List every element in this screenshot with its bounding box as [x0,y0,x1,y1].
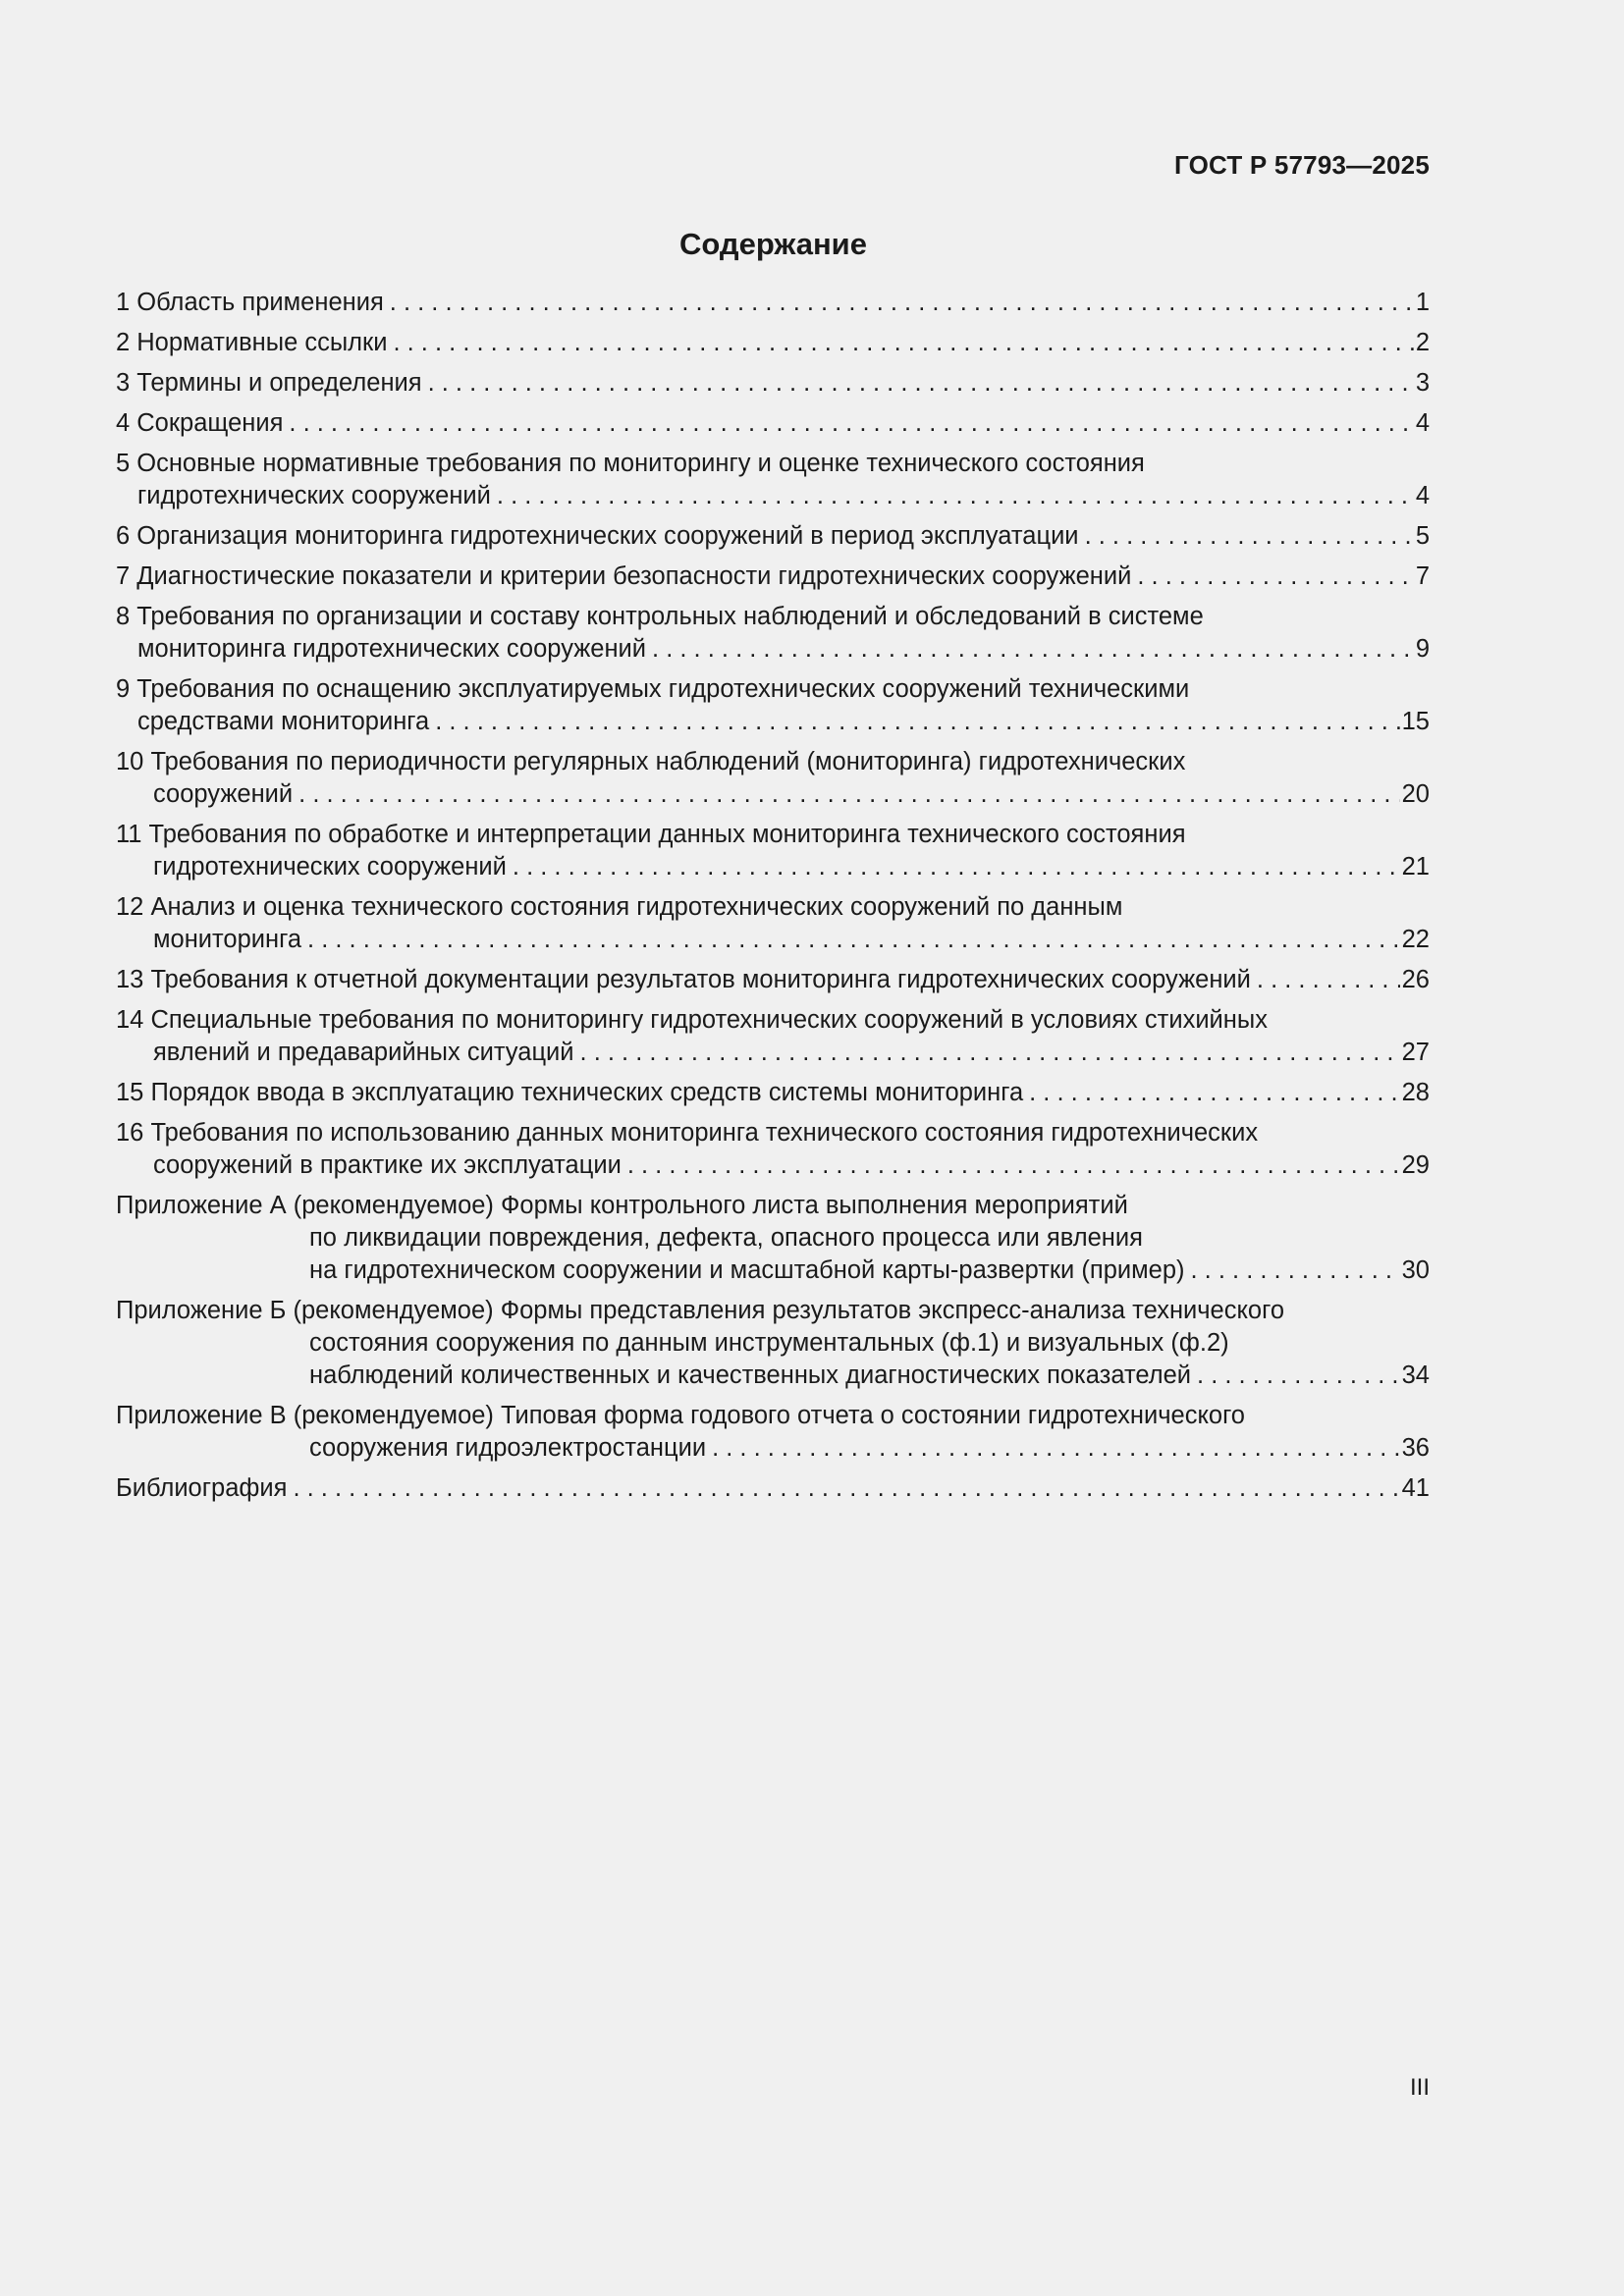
toc-entry-text: сооружения гидроэлектростанции [309,1434,707,1462]
toc-entry[interactable] [116,1472,1430,1505]
toc-entry-text: наблюдений количественных и качественных диагностических показателей [309,1362,1192,1389]
dot-leader [1085,520,1414,553]
toc-page-number: 26 [1401,966,1430,993]
toc-page-number: 2 [1415,329,1430,356]
toc-entry-text: 5 Основные нормативные требования по мониторингу и оценке технического состояния [116,450,1145,477]
table-of-contents [116,287,1430,1513]
toc-entry-text: явлений и предаварийных ситуаций [153,1039,574,1066]
toc-entry-text: 9 Требования по оснащению эксплуатируемых гидротехнических сооружений техническими [116,675,1190,703]
toc-entry[interactable] [116,407,1430,440]
toc-entry-text: Приложение Б (рекомендуемое) Формы представления результатов экспресс-анализа технического [116,1297,1285,1324]
dot-leader [712,1432,1400,1465]
toc-entry-text: сооружений в практике их эксплуатации [153,1151,622,1179]
toc-entry[interactable] [116,1190,1430,1287]
toc-page-number: 3 [1415,369,1430,397]
toc-entry-text: 13 Требования к отчетной документации результатов мониторинга гидротехнических сооружений [116,966,1251,993]
dot-leader [1137,561,1413,593]
toc-entry[interactable] [116,1295,1430,1392]
toc-page-number: 20 [1401,780,1430,808]
toc-page-number: 28 [1401,1079,1430,1106]
toc-entry-text: Библиография [116,1474,288,1502]
toc-title: Содержание [679,227,867,261]
toc-entry[interactable] [116,1004,1430,1069]
toc-entry-text: гидротехнических сооружений [153,853,507,881]
dot-leader [428,367,1414,400]
dot-leader [289,407,1413,440]
dot-leader [390,287,1414,319]
toc-page-number: 7 [1415,562,1430,590]
toc-page-number: 36 [1401,1434,1430,1462]
toc-entry[interactable] [116,561,1430,593]
toc-entry-text: состояния сооружения по данным инструментальных (ф.1) и визуальных (ф.2) [309,1329,1229,1357]
toc-entry[interactable] [116,819,1430,883]
toc-entry-text: по ликвидации повреждения, дефекта, опасного процесса или явления [309,1224,1143,1252]
dot-leader [393,327,1413,359]
toc-entry[interactable] [116,287,1430,319]
toc-entry-text: мониторинга [153,926,302,953]
toc-entry-text: 16 Требования по использованию данных мониторинга технического состояния гидротехнических [116,1119,1259,1147]
toc-entry-text: средствами мониторинга [137,708,430,735]
dot-leader [435,706,1399,738]
toc-entry[interactable] [116,746,1430,811]
page-number: III [1409,2074,1430,2101]
toc-page-number: 30 [1401,1256,1430,1284]
toc-entry-text: 2 Нормативные ссылки [116,329,388,356]
dot-leader [1257,964,1400,996]
toc-entry[interactable] [116,367,1430,400]
toc-page-number: 41 [1401,1474,1430,1502]
toc-page-number: 5 [1415,522,1430,550]
toc-entry-text: на гидротехническом сооружении и масштабной карты-развертки (пример) [309,1256,1185,1284]
dot-leader [513,851,1400,883]
toc-entry-text: Приложение А (рекомендуемое) Формы контрольного листа выполнения мероприятий [116,1192,1128,1219]
toc-entry-text: 6 Организация мониторинга гидротехнических сооружений в период эксплуатации [116,522,1079,550]
toc-page-number: 29 [1401,1151,1430,1179]
toc-page-number: 22 [1401,926,1430,953]
dot-leader [627,1149,1400,1182]
toc-page-number: 34 [1401,1362,1430,1389]
dot-leader [1191,1255,1400,1287]
dot-leader [307,924,1400,956]
toc-entry[interactable] [116,891,1430,956]
toc-page-number: 27 [1401,1039,1430,1066]
document-code: ГОСТ Р 57793—2025 [1174,150,1430,180]
toc-page-number: 15 [1401,708,1430,735]
dot-leader [1197,1360,1400,1392]
dot-leader [497,480,1414,512]
toc-entry-text: 14 Специальные требования по мониторингу гидротехнических сооружений в условиях стихийных [116,1006,1268,1034]
toc-page-number: 21 [1401,853,1430,881]
dot-leader [298,778,1399,811]
toc-entry[interactable] [116,1117,1430,1182]
toc-page-number: 9 [1415,635,1430,663]
toc-entry[interactable] [116,964,1430,996]
dot-leader [652,633,1414,666]
toc-entry[interactable] [116,1400,1430,1465]
toc-entry[interactable] [116,448,1430,512]
toc-entry-text: 4 Сокращения [116,409,284,437]
dot-leader [1029,1077,1399,1109]
dot-leader [580,1037,1400,1069]
toc-entry-text: Приложение В (рекомендуемое) Типовая форма годового отчета о состоянии гидротехнического [116,1402,1245,1429]
toc-entry-text: 8 Требования по организации и составу контрольных наблюдений и обследований в системе [116,603,1204,630]
toc-entry-text: 3 Термины и определения [116,369,422,397]
toc-entry-text: гидротехнических сооружений [137,482,491,509]
toc-entry-text: сооружений [153,780,294,808]
toc-entry[interactable] [116,673,1430,738]
toc-entry-text: 15 Порядок ввода в эксплуатацию технических средств системы мониторинга [116,1079,1024,1106]
toc-page-number: 4 [1415,409,1430,437]
toc-entry[interactable] [116,601,1430,666]
toc-entry[interactable] [116,1077,1430,1109]
toc-entry-text: 12 Анализ и оценка технического состояния гидротехнических сооружений по данным [116,893,1123,921]
toc-entry-text: 7 Диагностические показатели и критерии безопасности гидротехнических сооружений [116,562,1132,590]
toc-entry-text: мониторинга гидротехнических сооружений [137,635,647,663]
toc-entry-text: 1 Область применения [116,289,384,316]
toc-entry-text: 10 Требования по периодичности регулярных наблюдений (мониторинга) гидротехнических [116,748,1186,775]
toc-page-number: 4 [1415,482,1430,509]
dot-leader [293,1472,1399,1505]
toc-entry[interactable] [116,327,1430,359]
toc-entry[interactable] [116,520,1430,553]
toc-entry-text: 11 Требования по обработке и интерпретации данных мониторинга технического состояния [116,821,1186,848]
toc-page-number: 1 [1415,289,1430,316]
